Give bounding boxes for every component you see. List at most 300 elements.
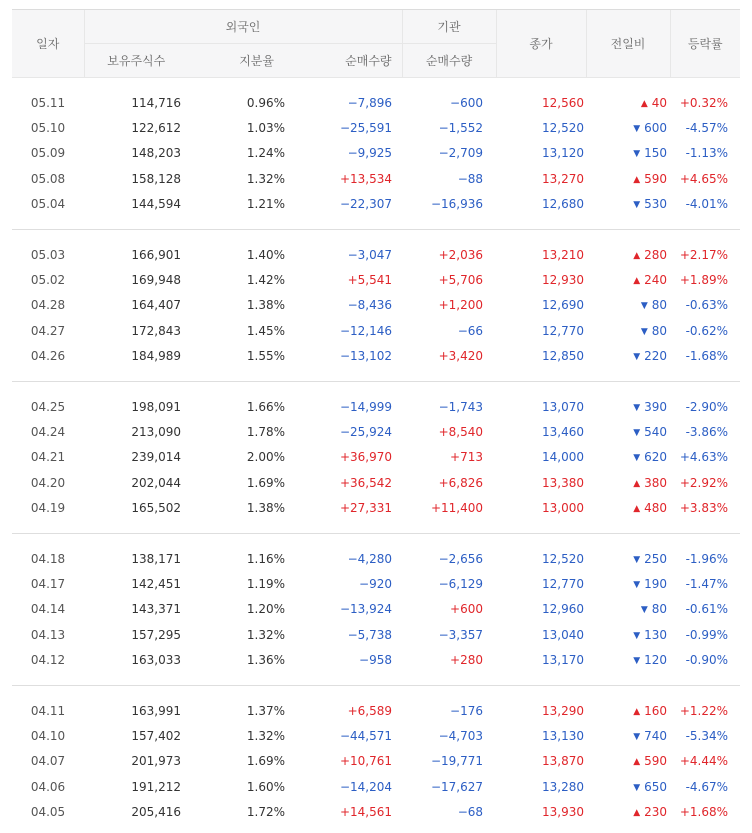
cell-close: 13,930 <box>542 805 585 820</box>
table-row <box>12 267 740 292</box>
header-foreign: 외국인 <box>84 10 402 44</box>
cell-inst-net: +1,200 <box>438 298 484 313</box>
triangle-up-icon: ▲ <box>633 808 641 819</box>
change-value: 480 <box>644 501 668 516</box>
cell-close: 12,850 <box>542 349 585 364</box>
cell-share: 1.03% <box>246 121 285 136</box>
cell-rate: -0.90% <box>685 653 729 668</box>
triangle-up-icon: ▲ <box>633 276 641 287</box>
table-row <box>12 115 740 140</box>
table-row <box>12 293 740 318</box>
change-value: 600 <box>644 121 668 136</box>
group-spacer <box>12 369 740 382</box>
cell-share: 1.36% <box>246 653 285 668</box>
cell-close: 12,770 <box>542 576 585 591</box>
cell-date: 04.20 <box>30 475 66 490</box>
cell-change <box>586 647 670 672</box>
table-header <box>12 10 740 78</box>
cell-share: 1.69% <box>246 754 285 769</box>
triangle-up-icon: ▲ <box>633 504 641 515</box>
cell-share: 1.21% <box>246 197 285 212</box>
cell-share: 1.45% <box>246 323 285 338</box>
cell-date: 04.14 <box>30 602 66 617</box>
cell-share: 1.19% <box>246 576 285 591</box>
cell-rate: -5.34% <box>685 728 729 743</box>
cell-rate: -1.68% <box>685 349 729 364</box>
cell-date: 04.06 <box>30 779 66 794</box>
group-spacer <box>12 673 740 686</box>
cell-holdings: 163,991 <box>131 703 181 718</box>
triangle-up-icon: ▲ <box>633 706 641 717</box>
cell-foreign-net: −3,047 <box>347 247 393 262</box>
change-value: 380 <box>644 475 668 490</box>
triangle-down-icon: ▼ <box>633 630 641 641</box>
cell-rate: -1.47% <box>685 576 729 591</box>
table-row <box>12 647 740 672</box>
cell-foreign-net: −7,896 <box>347 95 393 110</box>
cell-share: 1.24% <box>246 146 285 161</box>
cell-date: 04.21 <box>30 450 66 465</box>
group-spacer <box>12 382 740 394</box>
table-row <box>12 419 740 444</box>
cell-change <box>586 318 670 343</box>
cell-inst-net: −600 <box>450 95 484 110</box>
table-row <box>12 723 740 748</box>
table-row <box>12 698 740 723</box>
cell-share: 0.96% <box>246 95 285 110</box>
cell-inst-net: −3,357 <box>438 627 484 642</box>
cell-date: 05.04 <box>30 197 66 212</box>
cell-foreign-net: −5,738 <box>347 627 393 642</box>
table-row <box>12 445 740 470</box>
cell-inst-net: +713 <box>450 450 484 465</box>
table-row <box>12 141 740 166</box>
cell-share: 1.69% <box>246 475 285 490</box>
cell-foreign-net: −958 <box>359 653 393 668</box>
cell-close: 12,930 <box>542 273 585 288</box>
cell-foreign-net: +10,761 <box>339 754 393 769</box>
cell-holdings: 163,033 <box>131 653 181 668</box>
cell-close: 13,270 <box>542 171 585 186</box>
cell-rate: +1.68% <box>679 805 729 820</box>
cell-close: 13,070 <box>542 399 585 414</box>
cell-foreign-net: −9,925 <box>347 146 393 161</box>
cell-date: 04.24 <box>30 424 66 439</box>
triangle-down-icon: ▼ <box>633 579 641 590</box>
cell-inst-net: −17,627 <box>430 779 484 794</box>
header-foreign-net: 순매수량 <box>288 44 402 78</box>
cell-share: 1.32% <box>246 627 285 642</box>
table-row <box>12 774 740 799</box>
cell-change <box>586 293 670 318</box>
cell-foreign-net: +13,534 <box>339 171 393 186</box>
cell-rate: -3.86% <box>685 424 729 439</box>
cell-foreign-net: +6,589 <box>347 703 393 718</box>
group-spacer <box>12 230 740 242</box>
cell-date: 05.11 <box>30 95 66 110</box>
cell-rate: +1.89% <box>679 273 729 288</box>
cell-rate: -4.57% <box>685 121 729 136</box>
cell-change <box>586 344 670 369</box>
cell-rate: -0.61% <box>685 602 729 617</box>
cell-holdings: 158,128 <box>131 171 181 186</box>
triangle-down-icon: ▼ <box>633 149 641 160</box>
header-close: 종가 <box>496 10 586 78</box>
cell-holdings: 148,203 <box>131 146 181 161</box>
cell-change <box>586 495 670 520</box>
spacer-cell <box>12 382 740 394</box>
cell-inst-net: −4,703 <box>438 728 484 743</box>
cell-foreign-net: −8,436 <box>347 298 393 313</box>
cell-close: 12,960 <box>542 602 585 617</box>
change-value: 620 <box>644 450 668 465</box>
cell-date: 04.17 <box>30 576 66 591</box>
table-row <box>12 597 740 622</box>
cell-foreign-net: +5,541 <box>347 273 393 288</box>
cell-share: 1.72% <box>246 805 285 820</box>
cell-foreign-net: −13,102 <box>339 349 393 364</box>
cell-date: 04.12 <box>30 653 66 668</box>
cell-holdings: 184,989 <box>131 349 181 364</box>
triangle-down-icon: ▼ <box>633 554 641 565</box>
change-value: 590 <box>644 171 668 186</box>
cell-change <box>586 115 670 140</box>
cell-inst-net: +8,540 <box>438 424 484 439</box>
cell-change <box>586 774 670 799</box>
cell-change <box>586 799 670 824</box>
change-value: 80 <box>651 298 668 313</box>
spacer-cell <box>12 534 740 546</box>
cell-close: 13,460 <box>542 424 585 439</box>
change-value: 160 <box>644 703 668 718</box>
cell-inst-net: +11,400 <box>430 501 484 516</box>
cell-change <box>586 267 670 292</box>
cell-close: 13,210 <box>542 247 585 262</box>
cell-rate: -2.90% <box>685 399 729 414</box>
change-value: 80 <box>651 323 668 338</box>
cell-foreign-net: −920 <box>359 576 393 591</box>
cell-foreign-net: +36,542 <box>339 475 393 490</box>
change-value: 150 <box>644 146 668 161</box>
cell-share: 1.60% <box>246 779 285 794</box>
table-row <box>12 749 740 774</box>
cell-share: 1.55% <box>246 349 285 364</box>
triangle-up-icon: ▲ <box>633 250 641 261</box>
spacer-cell <box>12 369 740 382</box>
cell-change <box>586 445 670 470</box>
cell-change <box>586 192 670 217</box>
table-row <box>12 344 740 369</box>
cell-inst-net: −2,656 <box>438 551 484 566</box>
cell-close: 13,870 <box>542 754 585 769</box>
cell-share: 1.66% <box>246 399 285 414</box>
cell-change <box>586 723 670 748</box>
cell-rate: -1.96% <box>685 551 729 566</box>
cell-inst-net: +280 <box>450 653 484 668</box>
cell-change <box>586 749 670 774</box>
table-row <box>12 394 740 419</box>
cell-inst-net: −66 <box>457 323 484 338</box>
cell-holdings: 202,044 <box>131 475 181 490</box>
cell-foreign-net: −14,999 <box>339 399 393 414</box>
cell-change <box>586 546 670 571</box>
cell-inst-net: −176 <box>450 703 484 718</box>
header-share: 지분율 <box>188 44 288 78</box>
triangle-down-icon: ▼ <box>640 605 648 616</box>
group-spacer <box>12 521 740 534</box>
cell-inst-net: +2,036 <box>438 247 484 262</box>
cell-inst-net: −6,129 <box>438 576 484 591</box>
change-value: 390 <box>644 399 668 414</box>
cell-foreign-net: −14,204 <box>339 779 393 794</box>
table-row <box>12 318 740 343</box>
cell-foreign-net: −25,591 <box>339 121 393 136</box>
cell-date: 05.10 <box>30 121 66 136</box>
cell-inst-net: −19,771 <box>430 754 484 769</box>
cell-rate: +2.17% <box>679 247 729 262</box>
cell-share: 1.78% <box>246 424 285 439</box>
cell-holdings: 157,295 <box>131 627 181 642</box>
cell-date: 05.08 <box>30 171 66 186</box>
triangle-up-icon: ▲ <box>633 174 641 185</box>
cell-change <box>586 419 670 444</box>
cell-change <box>586 166 670 191</box>
cell-rate: +0.32% <box>679 95 729 110</box>
cell-close: 12,520 <box>542 551 585 566</box>
cell-foreign-net: −4,280 <box>347 551 393 566</box>
change-value: 650 <box>644 779 668 794</box>
triangle-down-icon: ▼ <box>640 301 648 312</box>
cell-close: 13,120 <box>542 146 585 161</box>
triangle-down-icon: ▼ <box>633 352 641 363</box>
table-row <box>12 166 740 191</box>
change-value: 80 <box>651 602 668 617</box>
cell-rate: +4.44% <box>679 754 729 769</box>
investor-trading-table <box>12 9 740 825</box>
cell-change <box>586 597 670 622</box>
triangle-down-icon: ▼ <box>633 427 641 438</box>
table-body <box>12 78 740 825</box>
cell-change <box>586 141 670 166</box>
cell-close: 12,680 <box>542 197 585 212</box>
cell-share: 2.00% <box>246 450 285 465</box>
cell-close: 13,040 <box>542 627 585 642</box>
cell-date: 04.19 <box>30 501 66 516</box>
cell-share: 1.40% <box>246 247 285 262</box>
header-holdings: 보유주식수 <box>84 44 188 78</box>
cell-close: 12,560 <box>542 95 585 110</box>
cell-change <box>586 394 670 419</box>
cell-rate: -0.99% <box>685 627 729 642</box>
triangle-up-icon: ▲ <box>640 98 648 109</box>
table-row <box>12 242 740 267</box>
cell-share: 1.32% <box>246 728 285 743</box>
cell-foreign-net: +27,331 <box>339 501 393 516</box>
cell-date: 05.02 <box>30 273 66 288</box>
cell-change <box>586 698 670 723</box>
spacer-cell <box>12 686 740 698</box>
cell-date: 05.03 <box>30 247 66 262</box>
cell-rate: +4.63% <box>679 450 729 465</box>
cell-holdings: 239,014 <box>131 450 181 465</box>
change-value: 590 <box>644 754 668 769</box>
cell-share: 1.32% <box>246 171 285 186</box>
cell-rate: +1.22% <box>679 703 729 718</box>
cell-close: 13,380 <box>542 475 585 490</box>
triangle-down-icon: ▼ <box>640 326 648 337</box>
cell-change <box>586 470 670 495</box>
cell-close: 12,690 <box>542 298 585 313</box>
cell-rate: -1.13% <box>685 146 729 161</box>
cell-holdings: 166,901 <box>131 247 181 262</box>
cell-date: 04.28 <box>30 298 66 313</box>
cell-date: 04.11 <box>30 703 66 718</box>
table-row <box>12 90 740 115</box>
cell-rate: +4.65% <box>679 171 729 186</box>
cell-holdings: 144,594 <box>131 197 181 212</box>
cell-holdings: 165,502 <box>131 501 181 516</box>
spacer-cell <box>12 78 740 91</box>
cell-share: 1.38% <box>246 298 285 313</box>
cell-share: 1.16% <box>246 551 285 566</box>
cell-inst-net: −88 <box>457 171 484 186</box>
cell-close: 14,000 <box>542 450 585 465</box>
header-change: 전일비 <box>586 10 670 78</box>
table-row <box>12 192 740 217</box>
cell-change <box>586 571 670 596</box>
group-spacer <box>12 217 740 230</box>
cell-change <box>586 242 670 267</box>
triangle-down-icon: ▼ <box>633 402 641 413</box>
cell-foreign-net: −22,307 <box>339 197 393 212</box>
cell-date: 04.05 <box>30 805 66 820</box>
change-value: 530 <box>644 197 668 212</box>
spacer-cell <box>12 230 740 242</box>
cell-date: 04.07 <box>30 754 66 769</box>
cell-close: 13,280 <box>542 779 585 794</box>
cell-foreign-net: −25,924 <box>339 424 393 439</box>
table-row <box>12 799 740 824</box>
cell-holdings: 172,843 <box>131 323 181 338</box>
change-value: 190 <box>644 576 668 591</box>
cell-rate: -0.63% <box>685 298 729 313</box>
cell-share: 1.20% <box>246 602 285 617</box>
triangle-up-icon: ▲ <box>633 757 641 768</box>
cell-inst-net: +5,706 <box>438 273 484 288</box>
header-institution: 기관 <box>402 10 496 44</box>
table-row <box>12 470 740 495</box>
triangle-down-icon: ▼ <box>633 453 641 464</box>
group-spacer <box>12 78 740 91</box>
cell-holdings: 157,402 <box>131 728 181 743</box>
cell-date: 04.25 <box>30 399 66 414</box>
header-date: 일자 <box>12 10 84 78</box>
cell-date: 04.10 <box>30 728 66 743</box>
triangle-down-icon: ▼ <box>633 731 641 742</box>
cell-holdings: 142,451 <box>131 576 181 591</box>
group-spacer <box>12 534 740 546</box>
table-row <box>12 546 740 571</box>
table-row <box>12 622 740 647</box>
cell-rate: -0.62% <box>685 323 729 338</box>
cell-foreign-net: −44,571 <box>339 728 393 743</box>
change-value: 280 <box>644 247 668 262</box>
cell-inst-net: +3,420 <box>438 349 484 364</box>
cell-holdings: 164,407 <box>131 298 181 313</box>
header-rate: 등락률 <box>670 10 740 78</box>
table-row <box>12 495 740 520</box>
cell-holdings: 114,716 <box>131 95 181 110</box>
cell-rate: +3.83% <box>679 501 729 516</box>
change-value: 740 <box>644 728 668 743</box>
spacer-cell <box>12 673 740 686</box>
cell-holdings: 201,973 <box>131 754 181 769</box>
cell-share: 1.37% <box>246 703 285 718</box>
cell-date: 04.13 <box>30 627 66 642</box>
cell-holdings: 143,371 <box>131 602 181 617</box>
cell-holdings: 122,612 <box>131 121 181 136</box>
spacer-cell <box>12 521 740 534</box>
change-value: 40 <box>651 95 668 110</box>
change-value: 120 <box>644 653 668 668</box>
cell-foreign-net: +14,561 <box>339 805 393 820</box>
cell-inst-net: −1,552 <box>438 121 484 136</box>
cell-rate: -4.01% <box>685 197 729 212</box>
cell-date: 04.27 <box>30 323 66 338</box>
change-value: 540 <box>644 424 668 439</box>
cell-foreign-net: +36,970 <box>339 450 393 465</box>
cell-date: 04.18 <box>30 551 66 566</box>
cell-holdings: 205,416 <box>131 805 181 820</box>
cell-inst-net: +600 <box>450 602 484 617</box>
triangle-down-icon: ▼ <box>633 782 641 793</box>
cell-inst-net: −1,743 <box>438 399 484 414</box>
cell-holdings: 198,091 <box>131 399 181 414</box>
cell-share: 1.42% <box>246 273 285 288</box>
triangle-down-icon: ▼ <box>633 124 641 135</box>
cell-inst-net: −16,936 <box>430 197 484 212</box>
change-value: 130 <box>644 627 668 642</box>
header-inst-net: 순매수량 <box>402 44 496 78</box>
cell-change <box>586 622 670 647</box>
cell-date: 05.09 <box>30 146 66 161</box>
change-value: 250 <box>644 551 668 566</box>
cell-inst-net: +6,826 <box>438 475 484 490</box>
change-value: 220 <box>644 349 668 364</box>
cell-close: 12,770 <box>542 323 585 338</box>
cell-date: 04.26 <box>30 349 66 364</box>
cell-holdings: 169,948 <box>131 273 181 288</box>
cell-inst-net: −2,709 <box>438 146 484 161</box>
cell-inst-net: −68 <box>457 805 484 820</box>
cell-rate: -4.67% <box>685 779 729 794</box>
cell-change <box>586 90 670 115</box>
cell-foreign-net: −13,924 <box>339 602 393 617</box>
cell-close: 13,130 <box>542 728 585 743</box>
group-spacer <box>12 686 740 698</box>
cell-share: 1.38% <box>246 501 285 516</box>
cell-foreign-net: −12,146 <box>339 323 393 338</box>
change-value: 240 <box>644 273 668 288</box>
cell-close: 12,520 <box>542 121 585 136</box>
change-value: 230 <box>644 805 668 820</box>
cell-holdings: 138,171 <box>131 551 181 566</box>
cell-holdings: 191,212 <box>131 779 181 794</box>
cell-rate: +2.92% <box>679 475 729 490</box>
cell-close: 13,290 <box>542 703 585 718</box>
spacer-cell <box>12 217 740 230</box>
cell-close: 13,000 <box>542 501 585 516</box>
